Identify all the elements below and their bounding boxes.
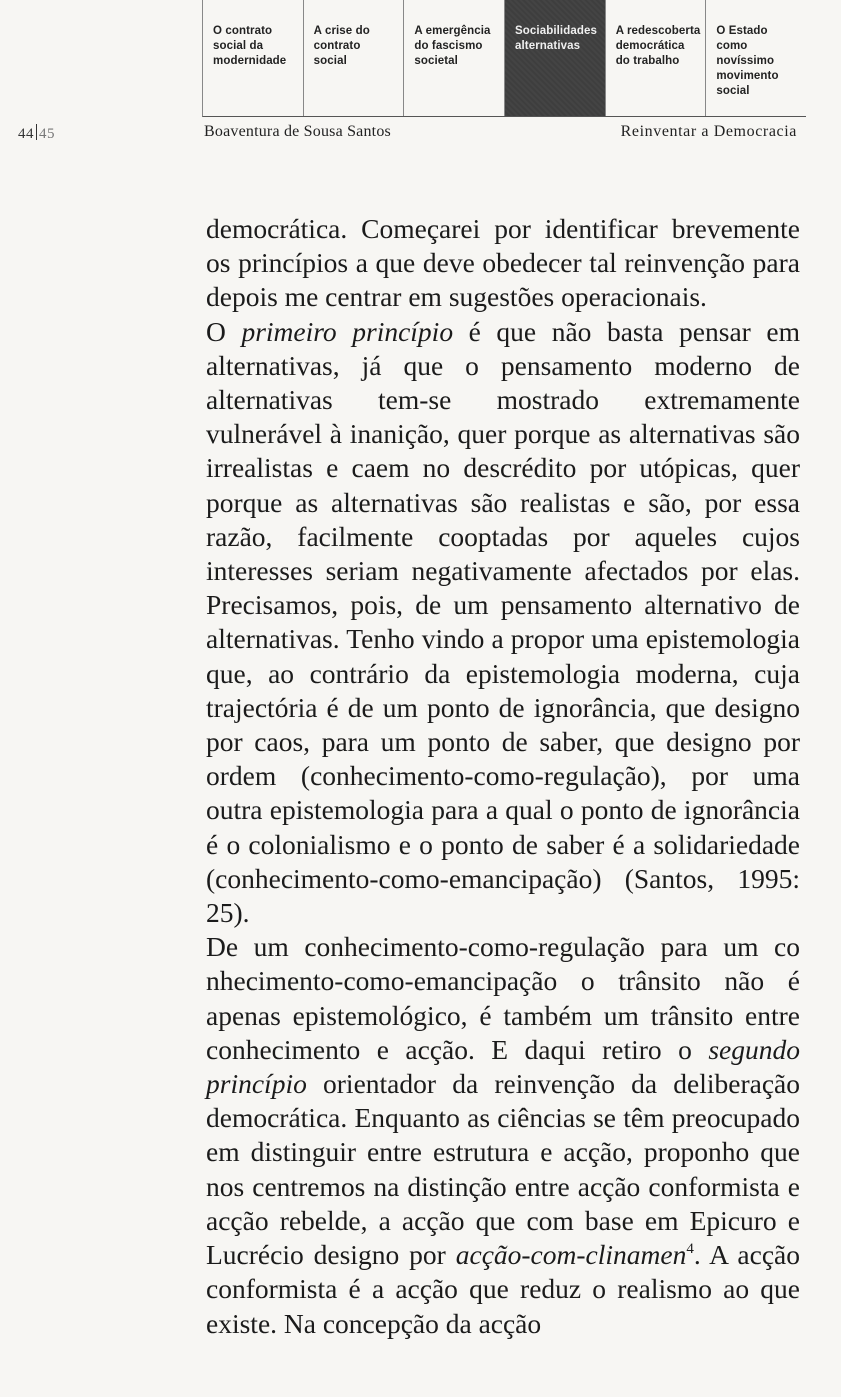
tab-fascismo-societal[interactable]: A emergência do fascismo societal	[404, 0, 505, 116]
paragraph-2-lead: O	[206, 315, 242, 347]
emphasis-segundo-principio: segundo princípio	[206, 1033, 800, 1100]
emphasis-accao-com-clinamen: acção-com-clinamen	[455, 1239, 687, 1271]
paragraph-3-end: . A acção conformista é a acção que reduz o realismo ao que existe. Na concepção da acção	[206, 1239, 800, 1339]
tab-crise-contrato[interactable]: A crise do contrato social	[304, 0, 405, 116]
tab-sociabilidades-alternativas[interactable]: Sociabilidades alternativas	[505, 0, 606, 116]
footnote-ref[interactable]: 4	[686, 1241, 694, 1258]
paragraph-2: é que não basta pensar em alternativas, já que o pensamento moderno de alternativas tem-se mostrado extremamente vulnerável à inanição, quer porque as alternativas são irrealistas e caem no descrédito por utópicas, quer porque as alternativas são realistas e são, por essa razão, facilmente cooptadas por aqueles cujos interesses seriam negativamente afectados por elas. Precisamos, pois, de um pensamento alternativo de alternativas. Tenho vindo a propor uma epistemologia que, ao contrário da epistemologia moderna, cuja trajectória é de um ponto de ignorância, que designo por caos, para um ponto de saber, que designo por ordem (conhecimento-como-regulação), por uma outra epistemologia para a qual o ponto de ignorância é o colonialismo e o ponto de saber é a solidariedade (conhecimento-como-emancipação) (Santos, 1995: 25).	[206, 315, 800, 929]
chapter-nav	[202, 0, 806, 117]
paragraph-1: democrática. Começarei por identificar brevemente os princípios a que deve obedecer tal reinvenção para depois me centrar em sugestões operacionais.	[206, 213, 800, 313]
tab-contrato-social[interactable]: O contrato social da modernidade	[203, 0, 304, 116]
paragraph-3-middle: orientador da reinvenção da deliberação democrática. Enquanto as ciências se têm preocupado em distinguir entre estrutura e acção, proponho que nos centremos na distinção entre acção conformista e acção rebelde, a acção que com base em Epicuro e Lucrécio designo por	[206, 1068, 800, 1271]
page-number-left: 44	[18, 126, 34, 142]
page-number-right: 45	[39, 126, 55, 142]
paragraph-3-lead: De um conhecimento-como-regulação para um co nhecimento-como-emancipação o trânsito não é apenas epistemológico, é também um trânsito entre conhecimento e acção. E daqui retiro o	[206, 931, 800, 1065]
body-text	[206, 212, 800, 1341]
emphasis-primeiro-principio: primeiro princípio	[241, 315, 454, 347]
tab-estado-movimento[interactable]: O Estado como novíssimo movimento social	[716, 25, 779, 97]
tab-redescoberta-trabalho[interactable]: A redescoberta democrática do trabalho	[606, 0, 707, 116]
running-head-author: Boaventura de Sousa Santos	[204, 123, 391, 140]
running-head-title: Reinventar a Democracia	[620, 123, 797, 140]
page-separator	[36, 124, 37, 140]
page-numbers	[18, 124, 55, 143]
